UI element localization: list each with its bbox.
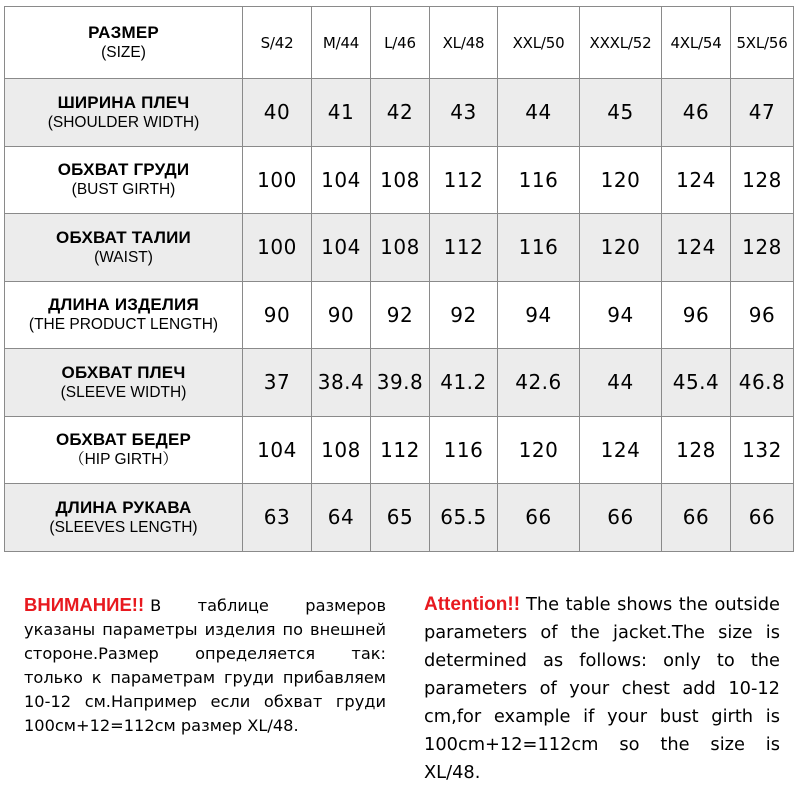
measurement-label-ru: ОБХВАТ ПЛЕЧ [61, 362, 186, 382]
measurement-value-cell [312, 416, 371, 484]
measurement-value-cell [371, 349, 430, 417]
measurement-value: 104 [321, 167, 361, 192]
measurement-value-cell [580, 484, 662, 552]
size-chart-table [4, 6, 794, 552]
size-header-text: M/44 [322, 34, 360, 52]
measurement-value: 37 [263, 370, 291, 395]
measurement-value-cell [731, 214, 794, 282]
size-header-cell [312, 7, 371, 79]
measurement-value-cell [580, 146, 662, 214]
measurement-value: 128 [742, 235, 782, 260]
size-header-text: 5XL/56 [736, 34, 788, 52]
measurement-value: 42.6 [515, 370, 562, 395]
measurement-value-cell [371, 146, 430, 214]
measurement-value: 112 [443, 167, 484, 192]
measurement-value-cell [731, 79, 794, 147]
measurement-value-cell [312, 484, 371, 552]
measurement-row [5, 484, 794, 552]
measurement-value: 96 [682, 302, 710, 327]
measurement-value: 100 [257, 235, 297, 260]
note-text-en: The table shows the outside parameters of the jacket.The size is determined as follows: only to the parameters of your chest add 10-12 cm,for example if your bust girth is 100cm+12=112cm so the size is XL/48. [424, 594, 780, 783]
measurement-value: 45 [607, 100, 634, 125]
measurement-value-cell [243, 416, 312, 484]
measurement-value: 92 [386, 302, 414, 327]
size-header-cell [498, 7, 580, 79]
measurement-value: 108 [380, 235, 420, 260]
measurement-row [5, 79, 794, 147]
measurement-label-cell [5, 214, 243, 282]
measurement-value: 46.8 [738, 370, 786, 395]
measurement-label-ru: ШИРИНА ПЛЕЧ [57, 92, 190, 112]
measurement-value: 94 [525, 302, 552, 327]
measurement-value: 66 [682, 505, 710, 530]
measurement-value: 46 [682, 100, 710, 125]
measurement-value: 116 [518, 167, 559, 192]
note-text-ru: В таблице размеров указаны параметры изделия по внешней стороне.Размер определяется так: только к параметрам груди прибавляем 10-12 см.Например если обхват груди 100см+12=112см размер XL/48. [24, 596, 386, 735]
measurement-value: 128 [742, 167, 782, 192]
measurement-value-cell [498, 214, 580, 282]
measurement-label-cell [5, 146, 243, 214]
measurement-value: 41.2 [440, 370, 487, 395]
size-header-text: XXXL/52 [589, 34, 652, 52]
measurement-value: 108 [380, 167, 420, 192]
measurement-label-en: (BUST GIRTH) [71, 181, 176, 199]
measurement-value-cell [662, 146, 731, 214]
measurement-value-cell [371, 281, 430, 349]
measurement-value-cell [430, 214, 498, 282]
measurement-value-cell [430, 349, 498, 417]
size-header-text: XXL/50 [512, 34, 565, 52]
size-header-cell [662, 7, 731, 79]
measurement-value: 120 [600, 167, 641, 192]
measurement-label-cell [5, 416, 243, 484]
measurement-value-cell [580, 416, 662, 484]
size-header-text: S/42 [260, 34, 294, 52]
measurement-label-en: (SLEEVE WIDTH) [60, 383, 187, 401]
measurement-label-ru: ДЛИНА РУКАВА [55, 497, 192, 517]
measurement-value-cell [498, 79, 580, 147]
measurement-value: 65.5 [440, 505, 487, 530]
measurement-value-cell [243, 281, 312, 349]
measurement-value-cell [430, 416, 498, 484]
measurement-value: 116 [443, 437, 484, 462]
measurement-value: 120 [600, 235, 641, 260]
measurement-value-cell [580, 281, 662, 349]
measurement-value-cell [662, 79, 731, 147]
measurement-label-en: (WAIST) [94, 248, 153, 266]
warning-label-en: Attention!! [424, 594, 521, 615]
size-label-en: (SIZE) [101, 44, 146, 61]
size-header-label-cell [5, 7, 243, 79]
measurement-value: 66 [748, 505, 776, 530]
size-header-cell [430, 7, 498, 79]
size-header-cell [580, 7, 662, 79]
measurement-value: 41 [327, 100, 355, 125]
measurement-value-cell [312, 281, 371, 349]
measurement-value: 124 [676, 167, 716, 192]
measurement-value-cell [662, 484, 731, 552]
warning-label-ru: ВНИМАНИЕ!! [24, 594, 145, 615]
measurement-row [5, 214, 794, 282]
measurement-value-cell [498, 349, 580, 417]
measurement-value-cell [580, 214, 662, 282]
measurement-value-cell [731, 416, 794, 484]
measurement-value: 42 [386, 100, 414, 125]
measurement-value: 44 [607, 370, 634, 395]
measurement-value-cell [580, 349, 662, 417]
measurement-value-cell [243, 214, 312, 282]
size-header-text: XL/48 [442, 34, 485, 52]
measurement-value-cell [371, 416, 430, 484]
measurement-value: 104 [321, 235, 361, 260]
measurement-value-cell [430, 79, 498, 147]
measurement-value-cell [498, 484, 580, 552]
measurement-value: 47 [748, 100, 776, 125]
measurement-value: 66 [607, 505, 634, 530]
measurement-value-cell [662, 416, 731, 484]
size-label-ru: РАЗМЕР [88, 23, 159, 42]
measurement-value: 92 [450, 302, 477, 327]
measurement-row [5, 349, 794, 417]
measurement-label-ru: ОБХВАТ ТАЛИИ [56, 227, 191, 247]
measurement-value-cell [731, 146, 794, 214]
measurement-value: 116 [518, 235, 559, 260]
measurement-value-cell [580, 79, 662, 147]
measurement-row [5, 281, 794, 349]
measurement-value-cell [243, 146, 312, 214]
measurement-value: 124 [600, 437, 641, 462]
measurement-label-en: (THE PRODUCT LENGTH) [28, 316, 219, 334]
measurement-label-ru: ОБХВАТ ГРУДИ [57, 160, 190, 180]
measurement-value: 128 [676, 437, 716, 462]
measurement-value: 94 [607, 302, 634, 327]
measurement-value: 44 [525, 100, 552, 125]
measurement-value: 39.8 [376, 370, 424, 395]
measurement-value-cell [731, 349, 794, 417]
measurement-value: 64 [327, 505, 355, 530]
measurement-value-cell [430, 281, 498, 349]
measurement-value: 63 [263, 505, 291, 530]
measurement-value: 124 [676, 235, 716, 260]
measurement-label-en: (SHOULDER WIDTH) [47, 113, 200, 131]
measurement-label-ru: ОБХВАТ БЕДЕР [55, 430, 192, 450]
measurement-label-en: （HIP GIRTH） [69, 451, 178, 469]
size-chart-body [5, 7, 794, 552]
measurement-value-cell [243, 484, 312, 552]
measurement-value: 65 [386, 505, 414, 530]
measurement-value: 112 [443, 235, 484, 260]
measurement-value: 120 [518, 437, 559, 462]
measurement-value-cell [731, 281, 794, 349]
measurement-value: 40 [263, 100, 291, 125]
measurement-value: 108 [321, 437, 361, 462]
measurement-value-cell [371, 484, 430, 552]
measurement-value-cell [430, 484, 498, 552]
measurement-value-cell [498, 146, 580, 214]
measurement-value: 66 [525, 505, 552, 530]
size-header-cell [243, 7, 312, 79]
measurement-label-cell [5, 79, 243, 147]
measurement-label-ru: ДЛИНА ИЗДЕЛИЯ [48, 295, 199, 315]
measurement-value: 38.4 [317, 370, 365, 395]
measurement-label-cell [5, 484, 243, 552]
measurement-value-cell [662, 281, 731, 349]
measurement-label-cell [5, 281, 243, 349]
measurement-value-cell [312, 79, 371, 147]
measurement-value: 96 [748, 302, 776, 327]
measurement-value-cell [430, 146, 498, 214]
size-header-text: L/46 [384, 34, 416, 52]
measurement-value: 100 [257, 167, 297, 192]
measurement-value-cell [371, 79, 430, 147]
note-english [424, 591, 780, 787]
measurement-value-cell [731, 484, 794, 552]
measurement-value-cell [662, 214, 731, 282]
measurement-value: 43 [450, 100, 477, 125]
measurement-value: 90 [327, 302, 355, 327]
measurement-label-en: (SLEEVES LENGTH) [49, 518, 198, 536]
measurement-value-cell [498, 281, 580, 349]
measurement-value-cell [243, 349, 312, 417]
measurement-value: 104 [257, 437, 297, 462]
measurement-value-cell [371, 214, 430, 282]
measurement-value: 90 [263, 302, 291, 327]
size-header-row [5, 7, 794, 79]
note-russian [24, 593, 386, 738]
measurement-row [5, 146, 794, 214]
measurement-value-cell [243, 79, 312, 147]
measurement-value: 132 [742, 437, 782, 462]
measurement-value-cell [312, 214, 371, 282]
measurement-value-cell [662, 349, 731, 417]
measurement-value-cell [498, 416, 580, 484]
measurement-value-cell [312, 349, 371, 417]
measurement-value: 45.4 [672, 370, 720, 395]
measurement-row [5, 416, 794, 484]
size-header-cell [371, 7, 430, 79]
size-header-cell [731, 7, 794, 79]
measurement-label-cell [5, 349, 243, 417]
measurement-value: 112 [380, 437, 420, 462]
measurement-value-cell [312, 146, 371, 214]
size-header-text: 4XL/54 [670, 34, 722, 52]
